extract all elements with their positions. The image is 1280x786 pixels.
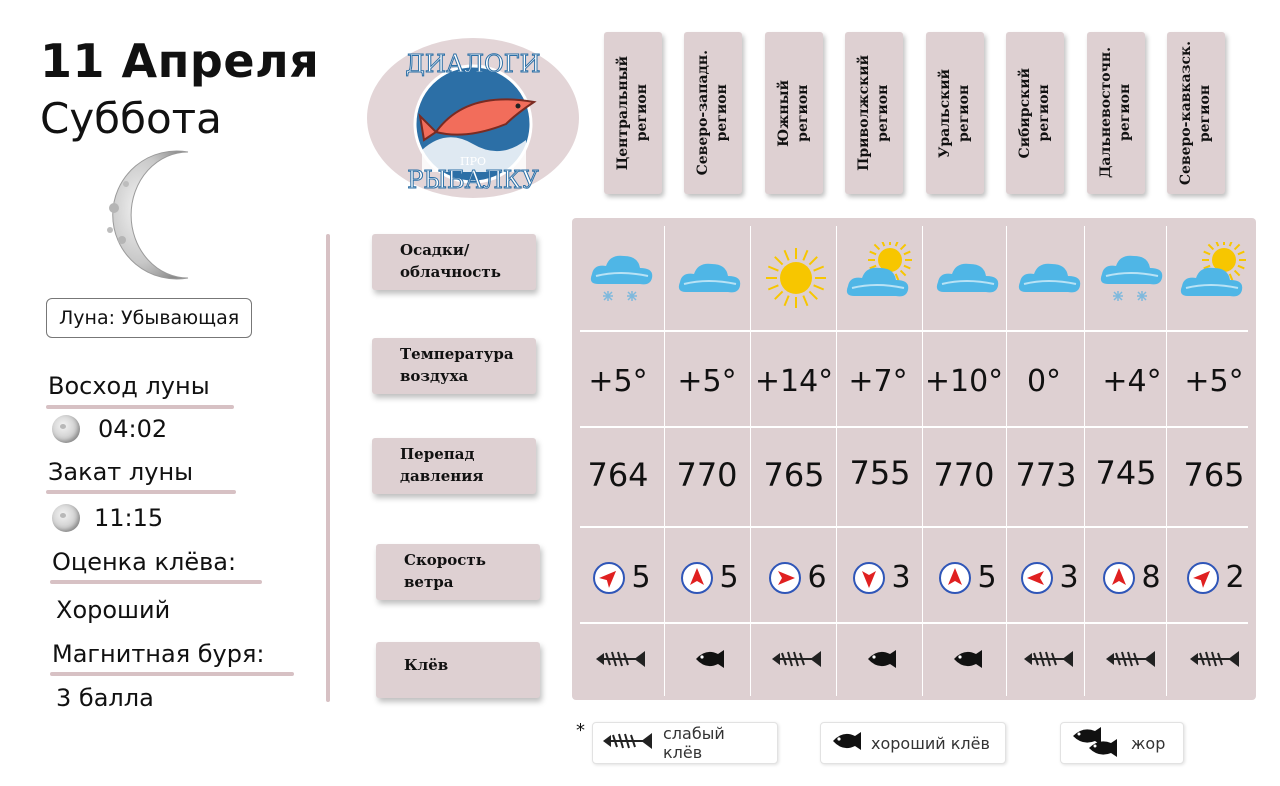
sun-cloud-icon <box>842 242 922 318</box>
grid-vline <box>750 226 751 696</box>
cloud-icon <box>1010 242 1090 318</box>
cloud-snow-icon <box>582 242 662 318</box>
arrow-northeast-icon <box>1187 562 1219 594</box>
arrow-north-icon <box>939 562 971 594</box>
region-siberia <box>1006 32 1064 194</box>
fish-skeleton-icon <box>756 648 840 674</box>
fish-icon <box>926 648 1010 674</box>
fish-skeleton-icon <box>1008 648 1092 674</box>
fish-skeleton-icon <box>580 648 664 674</box>
cloud-icon <box>928 242 1008 318</box>
arrow-northeast-icon <box>593 562 625 594</box>
legend-good <box>820 722 1006 764</box>
region-volga <box>845 32 903 194</box>
legend-frenzy <box>1060 722 1184 764</box>
wind-cell <box>1090 560 1174 595</box>
region-label: Южный регион <box>776 79 811 147</box>
weekday-title: Суббота <box>40 94 222 143</box>
fish-icon <box>668 648 752 674</box>
wind-speed: 5 <box>977 560 997 595</box>
wind-cell <box>1174 560 1258 595</box>
temperature-cell: +4° <box>1102 364 1162 399</box>
arrow-south-icon <box>853 562 885 594</box>
fish-skeleton-icon <box>603 730 655 756</box>
logo-bottom-text: РЫБАЛКУ <box>407 166 539 194</box>
wind-speed: 8 <box>1141 560 1161 595</box>
fish-skeleton-icon <box>1174 648 1258 674</box>
wind-speed: 5 <box>719 560 739 595</box>
temperature-cell: +5° <box>677 364 737 399</box>
region-northcaucasus <box>1167 32 1225 194</box>
legend-weak-label: слабый клёв <box>663 724 725 762</box>
legend-frenzy-label: жор <box>1131 733 1166 753</box>
moonset-label: Закат луны <box>48 458 194 486</box>
wind-speed: 5 <box>631 560 651 595</box>
logo-top-text: ДИАЛОГИ <box>405 50 541 78</box>
fish-icon <box>840 648 924 674</box>
row-label-pressure: Перепад давления <box>372 438 536 494</box>
legend-good-label: хороший клёв <box>871 733 990 753</box>
pressure-cell: 773 <box>1015 456 1077 494</box>
cloud-icon <box>670 242 750 318</box>
date-title: 11 Апреля <box>40 34 320 88</box>
grid-hline <box>580 526 1248 528</box>
wind-speed: 6 <box>807 560 827 595</box>
bite-rating-underline <box>50 580 262 584</box>
wind-speed: 2 <box>1225 560 1245 595</box>
arrow-north-icon <box>681 562 713 594</box>
region-south <box>765 32 823 194</box>
wind-cell <box>580 560 664 595</box>
wind-speed: 3 <box>1059 560 1079 595</box>
region-fareast <box>1087 32 1145 194</box>
moonset-icon <box>52 504 80 532</box>
region-northwest <box>684 32 742 194</box>
moon-crescent-icon <box>92 148 196 282</box>
row-label-wind: Скорость ветра <box>376 544 540 600</box>
forecast-grid <box>572 218 1256 700</box>
logo <box>366 32 580 200</box>
logo-middle-text: ПРО <box>459 155 487 168</box>
region-label: Уральский регион <box>937 68 972 158</box>
legend-marker: * <box>576 720 585 741</box>
fish-school-icon <box>1071 724 1123 762</box>
region-label: Дальневосточн. регион <box>1098 47 1133 179</box>
grid-hline <box>580 426 1248 428</box>
region-ural <box>926 32 984 194</box>
row-label-temperature: Температура воздуха <box>372 338 536 394</box>
cloud-snow-icon <box>1092 242 1172 318</box>
pressure-cell: 770 <box>676 456 738 494</box>
sun-cloud-icon <box>1176 242 1256 318</box>
arrow-west-icon <box>1021 562 1053 594</box>
region-central <box>604 32 662 194</box>
wind-cell <box>1008 560 1092 595</box>
pressure-cell: 765 <box>1183 456 1245 494</box>
bite-rating-value: Хороший <box>56 596 171 624</box>
moon-phase-badge: Луна: Убывающая <box>46 298 252 338</box>
region-label: Северо-западн. регион <box>695 50 730 176</box>
arrow-north-icon <box>1103 562 1135 594</box>
grid-hline <box>580 622 1248 624</box>
region-label: Центральный регион <box>615 55 650 171</box>
wind-speed: 3 <box>891 560 911 595</box>
region-label: Приволжский регион <box>856 55 891 171</box>
wind-cell <box>668 560 752 595</box>
wind-cell <box>756 560 840 595</box>
arrow-east-icon <box>769 562 801 594</box>
bite-rating-label: Оценка клёва: <box>52 548 237 576</box>
moonset-underline <box>46 490 236 494</box>
pressure-cell: 764 <box>587 456 649 494</box>
legend-weak <box>592 722 778 764</box>
moonrise-label: Восход луны <box>48 372 210 400</box>
wind-cell <box>840 560 924 595</box>
temperature-cell: 0° <box>1026 364 1062 399</box>
moonrise-time: 04:02 <box>98 415 168 443</box>
moonrise-underline <box>46 405 234 409</box>
temperature-cell: +7° <box>848 364 908 399</box>
pressure-cell: 765 <box>763 456 825 494</box>
pressure-cell: 770 <box>933 456 995 494</box>
pressure-cell: 745 <box>1095 454 1157 492</box>
temperature-cell: +5° <box>588 364 648 399</box>
temperature-cell: +14° <box>754 364 834 399</box>
moonset-time: 11:15 <box>94 504 164 532</box>
vertical-divider <box>326 234 330 702</box>
fish-skeleton-icon <box>1090 648 1174 674</box>
sun-icon <box>758 242 838 318</box>
magnetic-storm-underline <box>50 672 294 676</box>
temperature-cell: +5° <box>1184 364 1244 399</box>
row-label-weather: Осадки/ облачность <box>372 234 536 290</box>
wind-cell <box>926 560 1010 595</box>
row-label-bite: Клёв <box>376 642 540 698</box>
fish-icon <box>831 730 863 756</box>
magnetic-storm-value: 3 балла <box>56 684 154 712</box>
moonrise-icon <box>52 415 80 443</box>
grid-hline <box>580 330 1248 332</box>
pressure-cell: 755 <box>849 454 911 492</box>
magnetic-storm-label: Магнитная буря: <box>52 640 265 668</box>
region-label: Северо-кавказск. регион <box>1178 40 1213 186</box>
temperature-cell: +10° <box>924 364 1004 399</box>
region-label: Сибирский регион <box>1017 67 1052 159</box>
